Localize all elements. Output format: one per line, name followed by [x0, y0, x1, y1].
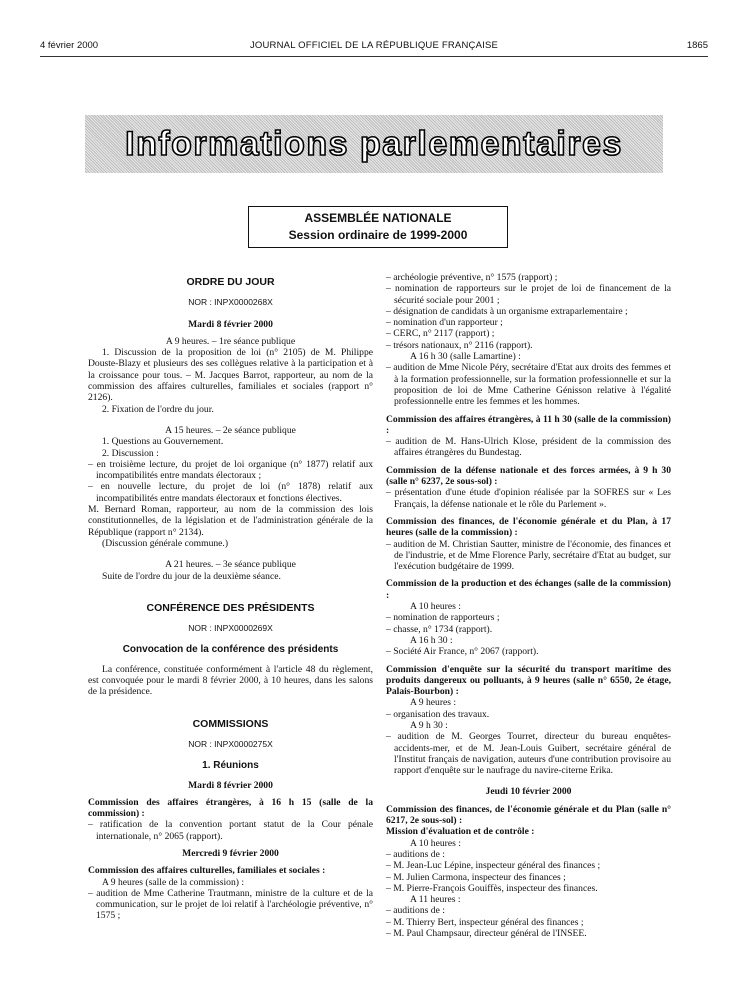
chamber-box [248, 206, 508, 248]
right-paragraph: – M. Pierre-François Gouiffès, inspecteur des finances. [386, 882, 598, 894]
left-paragraph [88, 708, 373, 714]
left-paragraph: A 21 heures. – 3e séance publique [165, 559, 296, 571]
right-paragraph: A 10 heures : [410, 837, 461, 849]
banner-title: Informations parlementaires [125, 124, 623, 163]
right-paragraph [386, 776, 671, 786]
right-paragraph: A 10 heures : [410, 601, 461, 613]
right-paragraph: A 9 h 30 : [410, 719, 448, 731]
right-paragraph: Commission de la production et des échanges (salle de la commission) : [386, 578, 671, 601]
right-paragraph: – M. Jean-Luc Lépine, inspecteur général des finances ; [386, 860, 601, 872]
right-paragraph: – audition de M. Georges Tourret, directeur du bureau enquêtes-accidents-mer, et de M. Jean-Louis Guibert, secrétaire général de l'Institut français de navigation, auteurs d'une contribution provisoire au rapport d'enquête sur le naufrage du navire-citerne Erika. [386, 731, 671, 777]
right-paragraph: Jeudi 10 février 2000 [485, 786, 572, 798]
left-paragraph: Mardi 8 février 2000 [188, 779, 273, 791]
right-paragraph: – organisation des travaux. [386, 708, 490, 720]
right-paragraph: Commission d'enquête sur la sécurité du transport maritime des produits dangereux ou polluants, à 9 heures (salle n° 6550, 2e étage, Palais-Bourbon) : [386, 663, 671, 698]
left-paragraph: Convocation de la conférence des présidents [122, 644, 339, 656]
right-paragraph: – chasse, n° 1734 (rapport). [386, 623, 493, 635]
right-paragraph: A 16 h 30 : [410, 634, 453, 646]
left-paragraph [88, 582, 373, 592]
right-paragraph: Commission des finances, de l'économie générale et du Plan, à 17 heures (salle de la commission) : [386, 515, 671, 539]
left-paragraph: 1. Réunions [202, 760, 259, 772]
right-paragraph: – CERC, n° 2117 (rapport) ; [386, 328, 495, 340]
page-header [40, 40, 708, 54]
left-paragraph: (Discussion générale commune.) [102, 537, 229, 549]
left-paragraph [88, 592, 373, 598]
journal-title: JOURNAL OFFICIEL DE LA RÉPUBLIQUE FRANÇAISE [249, 40, 499, 51]
left-paragraph: M. Bernard Roman, rapporteur, au nom de la commission des lois constitutionnelles, de la législation et de l'administration générale de la République (rapport n° 2134). [88, 504, 373, 538]
right-paragraph: – auditions de : [386, 905, 445, 917]
right-paragraph: – Société Air France, n° 2067 (rapport). [386, 646, 539, 658]
page-number: 1865 [686, 40, 708, 51]
left-paragraph: NOR : INPX0000275X [188, 738, 273, 749]
left-paragraph: 2. Fixation de l'ordre du jour. [102, 403, 214, 415]
left-paragraph [88, 415, 373, 425]
left-paragraph: – en troisième lecture, du projet de loi organique (n° 1877) relatif aux incompatibilités entre mandats électoraux ; [88, 458, 373, 482]
right-paragraph: – M. Thierry Bert, inspecteur général des finances ; [386, 916, 584, 928]
chamber-name: ASSEMBLÉE NATIONALE [304, 211, 452, 225]
session-name: Session ordinaire de 1999-2000 [288, 228, 468, 242]
left-paragraph: Commission des affaires culturelles, familiales et sociales : [88, 865, 326, 877]
right-paragraph: A 16 h 30 (salle Lamartine) : [410, 351, 521, 363]
right-paragraph: – audition de M. Christian Sautter, ministre de l'économie, des finances et de l'industrie, et de Mme Florence Parly, secrétaire d'Etat au budget, sur l'exécution budgétaire de 1999. [386, 538, 671, 573]
left-paragraph: – en nouvelle lecture, du projet de loi (n° 1878) relatif aux incompatibilités entre mandats électoraux et fonctions électives. [88, 481, 373, 504]
right-paragraph: – archéologie préventive, n° 1575 (rapport) ; [386, 272, 558, 283]
right-paragraph: – M. Julien Carmona, inspecteur des finances ; [386, 871, 566, 883]
left-paragraph: Suite de l'ordre du jour de la deuxième séance. [102, 570, 281, 582]
right-column [386, 272, 671, 939]
right-paragraph: Commission de la défense nationale et des forces armées, à 9 h 30 (salle n° 6237, 2e sous-sol) : [386, 464, 671, 488]
left-paragraph: A 9 heures. – 1re séance publique [165, 335, 296, 347]
header-rule [40, 56, 708, 57]
left-paragraph: NOR : INPX0000269X [188, 623, 273, 634]
left-paragraph: A 15 heures. – 2e séance publique [165, 424, 296, 436]
right-paragraph: – nomination de rapporteurs sur le projet de loi de financement de la sécurité sociale pour 2001 ; [386, 283, 671, 306]
left-column [88, 272, 373, 922]
left-paragraph: 1. Questions au Gouvernement. [102, 436, 224, 448]
right-paragraph: – audition de Mme Nicole Péry, secrétaire d'Etat aux droits des femmes et à la formation professionnelle, sur la formation professionnelle et sur la proposition de loi de Mme Catherine Génisson relative à l'égalité professionnelle entre les femmes et les hommes. [386, 362, 671, 408]
left-paragraph: COMMISSIONS [192, 717, 269, 730]
left-paragraph: A 9 heures (salle de la commission) : [102, 876, 245, 888]
left-paragraph: Commission des affaires étrangères, à 16 h 15 (salle de la commission) : [88, 796, 373, 820]
right-paragraph: Commission des affaires étrangères, à 11 h 30 (salle de la commission) : [386, 413, 671, 436]
left-paragraph: 1. Discussion de la proposition de loi (n° 2105) de M. Philippe Douste-Blazy et plusieurs des ses collègues relative à la participation et à la croissance pour tous. – M. Jacques Barrot, rapporteur, au nom de la commission des affaires culturelles, familiales et sociales (rapport n° 2126). [88, 347, 373, 404]
left-paragraph: 2. Discussion : [102, 447, 159, 459]
right-paragraph: – audition de M. Hans-Ulrich Klose, président de la commission des affaires étrangères du Bundestag. [386, 436, 671, 459]
right-paragraph: – M. Paul Champsaur, directeur général de l'INSEE. [386, 928, 587, 940]
left-paragraph: NOR : INPX0000268X [188, 297, 273, 308]
section-banner [85, 115, 663, 173]
left-paragraph [88, 698, 373, 708]
left-paragraph: ORDRE DU JOUR [186, 276, 275, 288]
right-paragraph: Commission des finances, de l'économie générale et du Plan (salle n° 6217, 2e sous-sol) : [386, 803, 671, 827]
left-paragraph: Mercredi 9 février 2000 [182, 847, 279, 859]
right-paragraph: – présentation d'une étude d'opinion réalisée par la SOFRES sur « Les Français, la défense nationale et le rôle du Parlement ». [386, 487, 671, 510]
header-date: 4 février 2000 [40, 40, 99, 51]
left-paragraph: – ratification de la convention portant statut de la Cour pénale internationale, n° 2065 (rapport). [88, 819, 373, 842]
right-paragraph: – désignation de candidats à un organisme extraparlementaire ; [386, 305, 628, 317]
left-paragraph: Mardi 8 février 2000 [188, 318, 273, 330]
right-paragraph: – auditions de : [386, 848, 445, 860]
right-paragraph: – nomination d'un rapporteur ; [386, 317, 503, 329]
left-paragraph [88, 549, 373, 559]
left-paragraph: La conférence, constituée conformément à l'article 48 du règlement, est convoquée pour le mardi 8 février 2000, à 10 heures, dans les salons de la présidence. [88, 663, 373, 698]
left-paragraph: – audition de Mme Catherine Trautmann, ministre de la culture et de la communication, sur le projet de loi relatif à l'archéologie préventive, n° 1575 ; [88, 887, 373, 922]
right-paragraph: Mission d'évaluation et de contrôle : [386, 826, 535, 838]
right-paragraph: A 9 heures : [410, 697, 457, 709]
right-paragraph: – nomination de rapporteurs ; [386, 612, 500, 624]
right-paragraph: A 11 heures : [410, 894, 461, 906]
left-paragraph: CONFÉRENCE DES PRÉSIDENTS [146, 601, 315, 614]
right-paragraph: – trésors nationaux, n° 2116 (rapport). [386, 339, 533, 351]
